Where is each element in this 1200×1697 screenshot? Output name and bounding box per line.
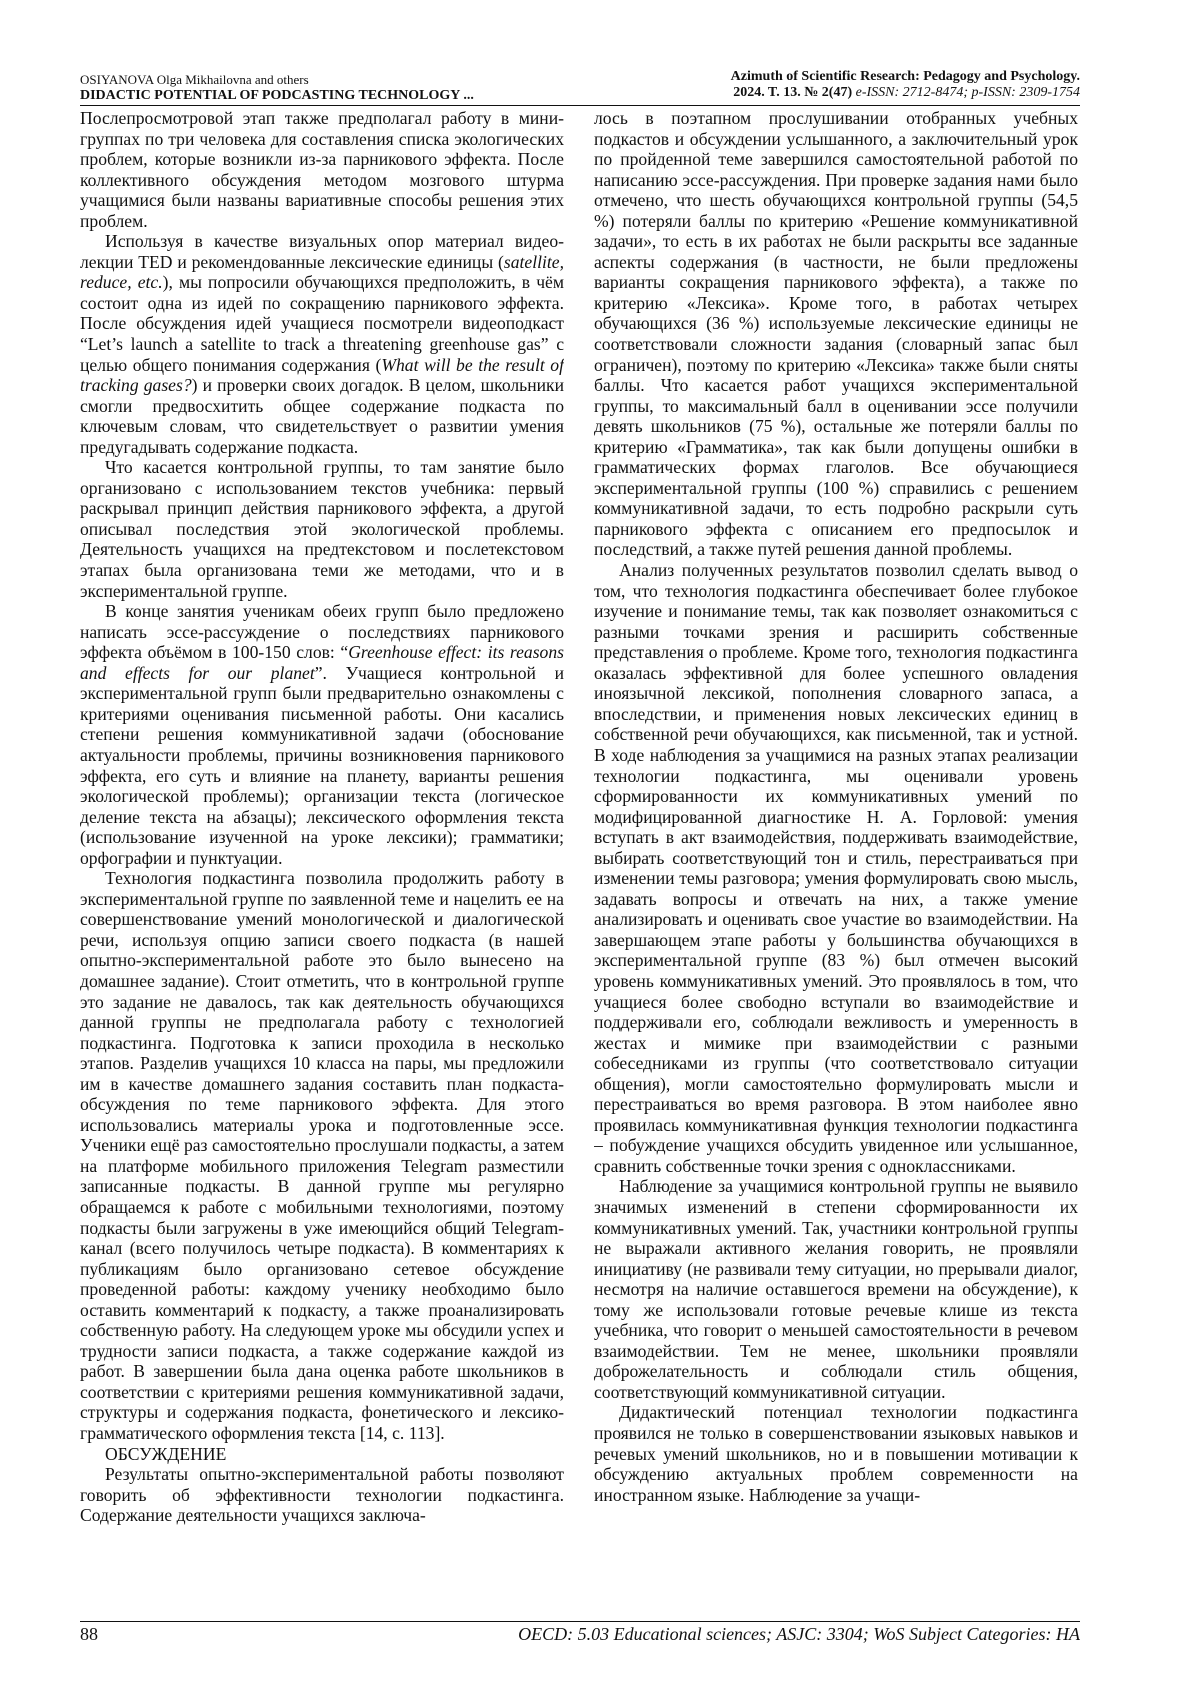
paragraph: лось в поэтапном прослушивании отобранных учебных подкастов и обсуждении услышанного, а заключительный урок по пройденной теме завершился самостоятельной работой по написанию эссе-рассуждения. При проверке задания нами было отмечено, что шесть обучающихся контрольной группы (54,5 %) потеряли баллы по критерию «Решение коммуникативной задачи», то есть в их работах не были раскрыты все заданные аспекты содержания (в частности, не были предложены варианты сокращения парникового эффекта), а также по критерию «Лексика». Кроме того, в работах четырех обучающихся (36 %) используемые лексические единицы не соответствовали сложности задания (словарный запас был ограничен), поэтому по критерию «Лексика» также были сняты баллы. Что касается работ учащихся экспериментальной группы, то максимальный балл в оценивании эссе получили девять школьников (75 %), остальные же потеряли баллы по критерию «Грамматика», так как были допущены ошибки в грамматических формах глаголов. Все обучающиеся экспериментальной группы (100 %) справились с решением коммуникативной задачи, то есть подробно раскрыли суть парникового эффекта с описанием его предпосылок и последствий, а также путей решения данной проблемы. [594,108,1078,560]
italic-text: satellite, reduce, etc. [80,251,564,293]
paragraph: Послепросмотровой этап также предполагал работу в мини-группах по три человека для составления списка экологических проблем, которые возникли из-за парникового эффекта. После коллективного обсуждения методом мозгового штурма учащимися были названы вариативные способы решения этих проблем. [80,108,564,231]
left-column [80,108,564,1616]
paragraph [80,601,564,868]
text-run: ), мы попросили обучающихся предположить, в чём состоит одна из идей по сокращению парникового эффекта. После обсуждения идей учащиеся посмотрели видеоподкаст “Let’s launch a satellite to track a threatening greenhouse gas” с целью общего понимания содержания ( [80,272,564,375]
running-header-right [560,69,1080,101]
subject-classification: OECD: 5.03 Educational sciences; ASJC: 3304; WoS Subject Categories: HA [518,1624,1080,1644]
text-run: ”. Учащиеся контрольной и экспериментальной групп были предварительно ознакомлены с критериями оценивания письменной работы. Они касались степени решения коммуникативной задачи (обоснование актуальности проблемы, причины возникновения парникового эффекта, его суть и влияние на планету, варианты решения экологической проблемы); организации текста (логическое деление текста на абзацы); лексического оформления текста (использование изученной на уроке лексики); грамматики; орфографии и пунктуации. [80,662,564,868]
header-rule [80,105,1080,106]
paragraph: Дидактический потенциал технологии подкастинга проявился не только в совершенствовании языковых навыков и речевых умений школьников, но и в повышении мотивации к обсуждению актуальных проблем современности на иностранном языке. Наблюдение за учащи- [594,1402,1078,1505]
header-issue-main: 2024. T. 13. № 2(47) [733,85,853,100]
paragraph: Анализ полученных результатов позволил сделать вывод о том, что технология подкастинга обеспечивает более глубокое изучение и понимание темы, так как позволяет ознакомиться с разными точками зрения и расширить собственные представления о проблеме. Кроме того, технология подкастинга оказалась эффективной для более успешного овладения иноязычной лексикой, пополнения словарного запаса, а впоследствии, и применения новых лексических единиц в собственной речи обучающихся, как письменной, так и устной. В ходе наблюдения за учащимися на разных этапах реализации технологии подкастинга, мы оценивали уровень сформированности их коммуникативных умений по модифицированной диагностике Н. А. Горловой: умения вступать в акт взаимодействия, поддерживать взаимодействие, выбирать соответствующий тон и стиль, перестраиваться при изменении темы разговора; умения формулировать свою мысль, задавать вопросы и отвечать на них, а также умение анализировать и оценивать свое участие во взаимодействии. На завершающем этапе работы у большинства обучающихся в экспериментальной группе (83 %) был отмечен высокий уровень коммуникативных умений. Это проявлялось в том, что учащиеся более свободно вступали во взаимодействие и поддерживали его, соблюдали вежливость и умеренность в жестах и мимике при взаимодействии с разными собеседниками из группы (что соответствовало ситуации общения), могли самостоятельно формулировать мысли и перестраиваться во время разговора. В этом наиболее явно проявилась коммуникативная функция технологии подкастинга – побуждение учащихся обсудить увиденное или услышанное, сравнить собственные точки зрения с одноклассниками. [594,560,1078,1176]
section-heading: ОБСУЖДЕНИЕ [105,1443,227,1464]
paragraph: Результаты опытно-экспериментальной работы позволяют говорить об эффективности технологии подкастинга. Содержание деятельности учащихся заключа- [80,1464,564,1526]
text-run: Используя в качестве визуальных опор материал видео-лекции TED и рекомендованные лексические единицы ( [80,231,564,272]
header-article-title: DIDACTIC POTENTIAL OF PODCASTING TECHNOLOGY ... [80,88,474,103]
paragraph [80,231,564,457]
paragraph: Наблюдение за учащимися контрольной группы не выявило значимых изменений в степени сформированности их коммуникативных умений. Так, участники контрольной группы не выражали активного желания говорить, не проявляли инициативу (не развивали тему ситуации, но прерывали диалог, несмотря на наличие оставшегося времени на обсуждение), к тому же использовали готовые речевые клише из текста учебника, что говорит о меньшей самостоятельности в речевом взаимодействии. Тем не менее, школьники проявляли доброжелательность и соблюдали стиль общения, соответствующий коммуникативной ситуации. [594,1176,1078,1402]
header-journal: Azimuth of Scientific Research: Pedagogy and Psychology. [730,69,1080,84]
page-number: 88 [80,1624,98,1644]
italic-text: Greenhouse effect: its reasons and effects for our planet [80,642,564,683]
paragraph: Что касается контрольной группы, то там занятие было организовано с использованием текстов учебника: первый раскрывал принцип действия парникового эффекта, а другой описывал последствия этой экологической проблемы. Деятельность учащихся на предтекстовом и послетекстовом этапах была организована теми же методами, что и в экспериментальной группе. [80,457,564,601]
running-header-left [80,72,600,104]
italic-text: What will be the result of tracking gases? [80,354,564,396]
right-column [594,108,1078,1616]
text-run: В конце занятия ученикам обеих групп было предложено написать эссе-рассуждение о последствиях парникового эффекта объёмом в 100-150 слов: “ [80,601,564,663]
header-issue [560,85,1080,101]
header-author: OSIYANOVA Olga Mikhailovna and others [80,72,309,87]
footer-rule [80,1621,1080,1622]
paragraph: Технология подкастинга позволила продолжить работу в экспериментальной группе по заявленной теме и нацелить ее на совершенствование умений монологической и диалогической речи, используя опцию записи своего подкаста (в нашей опытно-экспериментальной работе это было вынесено на домашнее задание). Стоит отметить, что в контрольной группе это задание не давалось, так как деятельность обучающихся данной группы не предполагала работу с технологией подкастинга. Подготовка к записи проходила в несколько этапов. Разделив учащихся 10 класса на пары, мы предложили им в качестве домашнего задания составить план подкаста-обсуждения по теме парникового эффекта. Для этого использовались материалы урока и подготовленные эссе. Ученики ещё раз самостоятельно прослушали подкасты, а затем на платформе мобильного приложения Telegram разместили записанные подкасты. В данной группе мы регулярно обращаемся к работе с мобильными технологиями, поэтому подкасты были загружены в уже имеющийся общий Telegram-канал (всего получилось четыре подкаста). В комментариях к публикациям было организовано сетевое обсуждение проведенной работы: каждому ученику необходимо было оставить комментарий к подкасту, а также проанализировать собственную работу. На следующем уроке мы обсудили успех и трудности записи подкаста, а также содержание каждой из работ. В завершении была дана оценка работе школьников в соответствии с критериями решения коммуникативной задачи, структуры и содержания подкаста, фонетического и лексико-грамматического оформления текста [14, с. 113]. [80,868,564,1443]
text-run: ) и проверки своих догадок. В целом, школьники смогли предвосхитить общее содержание подкаста по ключевым словам, что свидетельствует о развитии умения предугадывать содержание подкаста. [80,375,564,457]
header-issn: e-ISSN: 2712-8474; p-ISSN: 2309-1754 [852,85,1080,100]
